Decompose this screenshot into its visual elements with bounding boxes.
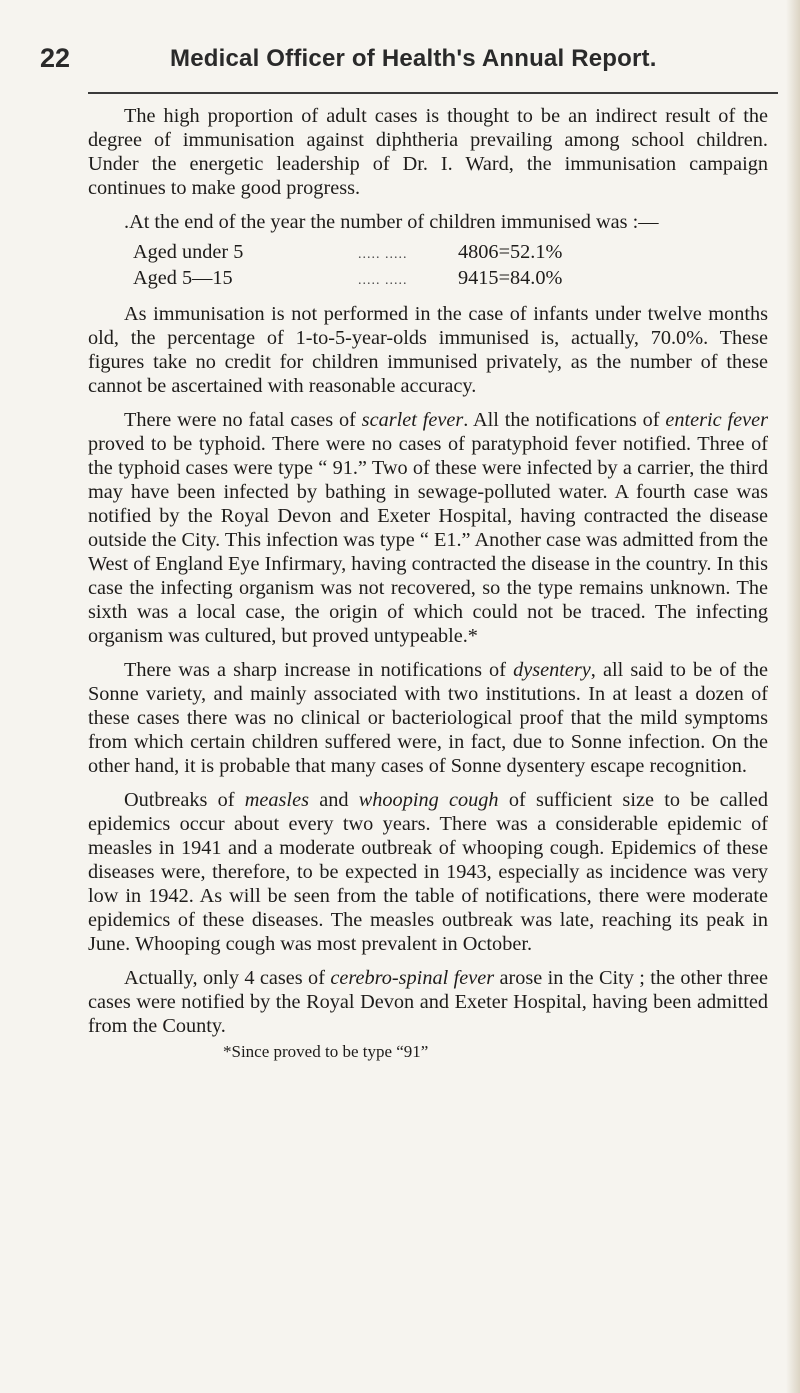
leader-dots: ..... ..... — [358, 247, 408, 262]
text-run: Actually, only 4 cases of — [124, 967, 331, 989]
text-run: There was a sharp increase in notifications of — [124, 659, 514, 681]
paragraph-immunisation-percentage: As immunisation is not performed in the case of infants under twelve months old, the percentage of 1-to-5-year-olds immunised is, actually, 70.0%. These figures take no credit for children immunised privately, as the number of these cannot be ascertained with reasonable accuracy. — [88, 303, 768, 397]
paragraph-measles-whooping-cough — [88, 788, 768, 956]
text-run: of sufficient size to be called epidemics occur about every two years. There was a considerable epidemic of measles in 1941 and a moderate outbreak of whooping cough. Epidemics of these diseases were, therefore, to be expected in 1943, especially as incidence was very low in 1942. As will be seen from the table of notifications, there were moderate epidemics of these diseases. The measles outbreak was late, reaching its peak in June. Whooping cough was most prevalent in October. — [88, 789, 769, 955]
paragraph-dysentery — [88, 658, 768, 778]
footnote: *Since proved to be type “91” — [223, 1042, 429, 1061]
paragraph-immunisation-intro: The high proportion of adult cases is thought to be an indirect result of the degree of immunisation against diphtheria prevailing among school children. Under the energetic leadership of Dr. I. Ward, the immunisation campaign continues to make good progress. — [88, 105, 768, 199]
table-row — [88, 266, 768, 292]
paragraph-cerebro-spinal-fever — [88, 966, 768, 1038]
leader-dots: ..... ..... — [358, 273, 408, 288]
text-run: . All the notifications of — [463, 409, 666, 431]
disease-name: dysentery — [513, 659, 591, 681]
immunisation-table — [88, 240, 768, 292]
disease-name: scarlet fever — [361, 409, 464, 431]
header-rule — [88, 92, 778, 94]
disease-name: measles — [244, 789, 309, 811]
paragraph-immunised-count: .At the end of the year the number of children immunised was :— — [124, 211, 659, 233]
row-value: 9415=84.0% — [458, 267, 563, 289]
text-run: and — [308, 789, 359, 811]
row-value: 4806=52.1% — [458, 241, 563, 263]
text-run: , all said to be of the Sonne variety, and mainly associated with two institutions. In at least a dozen of these cases there was no clinical or bacteriological proof that the mild symptoms from which certain children suffered were, in fact, due to Sonne infection. On the other hand, it is probable that many cases of Sonne dysentery escape recognition. — [88, 659, 768, 777]
text-run: arose in the City ; the other three cases were notified by the Royal Devon and Exeter Hospital, having been admitted from the County. — [88, 967, 768, 1037]
text-run: Outbreaks of — [124, 789, 245, 811]
disease-name: cerebro-spinal fever — [330, 967, 495, 989]
page-header — [40, 43, 770, 83]
row-label: Aged 5—15 — [133, 267, 233, 289]
text-run: There were no fatal cases of — [124, 409, 362, 431]
page-number: 22 — [40, 43, 71, 73]
disease-name: whooping cough — [358, 789, 499, 811]
table-row — [88, 240, 768, 266]
text-run: proved to be typhoid. There were no cases of paratyphoid fever notified. Three of the typhoid cases were type “ 91.” Two of these were infected by a carrier, the third may have been infected by bathing in sewage-polluted water. A fourth case was notified by the Royal Devon and Exeter Hospital, having contracted the disease outside the City. This infection was type “ E1.” Another case was admitted from the West of England Eye Infirmary, having contracted the disease in the country. In this case the infecting organism was not recovered, so the type remains unknown. The sixth was a local case, the origin of which could not be traced. The infecting organism was cultured, but proved untypeable.* — [88, 433, 768, 647]
row-label: Aged under 5 — [133, 241, 244, 263]
paragraph-enteric-fever — [88, 408, 768, 648]
running-title: Medical Officer of Health's Annual Report. — [170, 45, 657, 72]
page-edge-shadow — [786, 0, 800, 1393]
body-text — [88, 104, 768, 1064]
disease-name: enteric fever — [665, 409, 768, 431]
